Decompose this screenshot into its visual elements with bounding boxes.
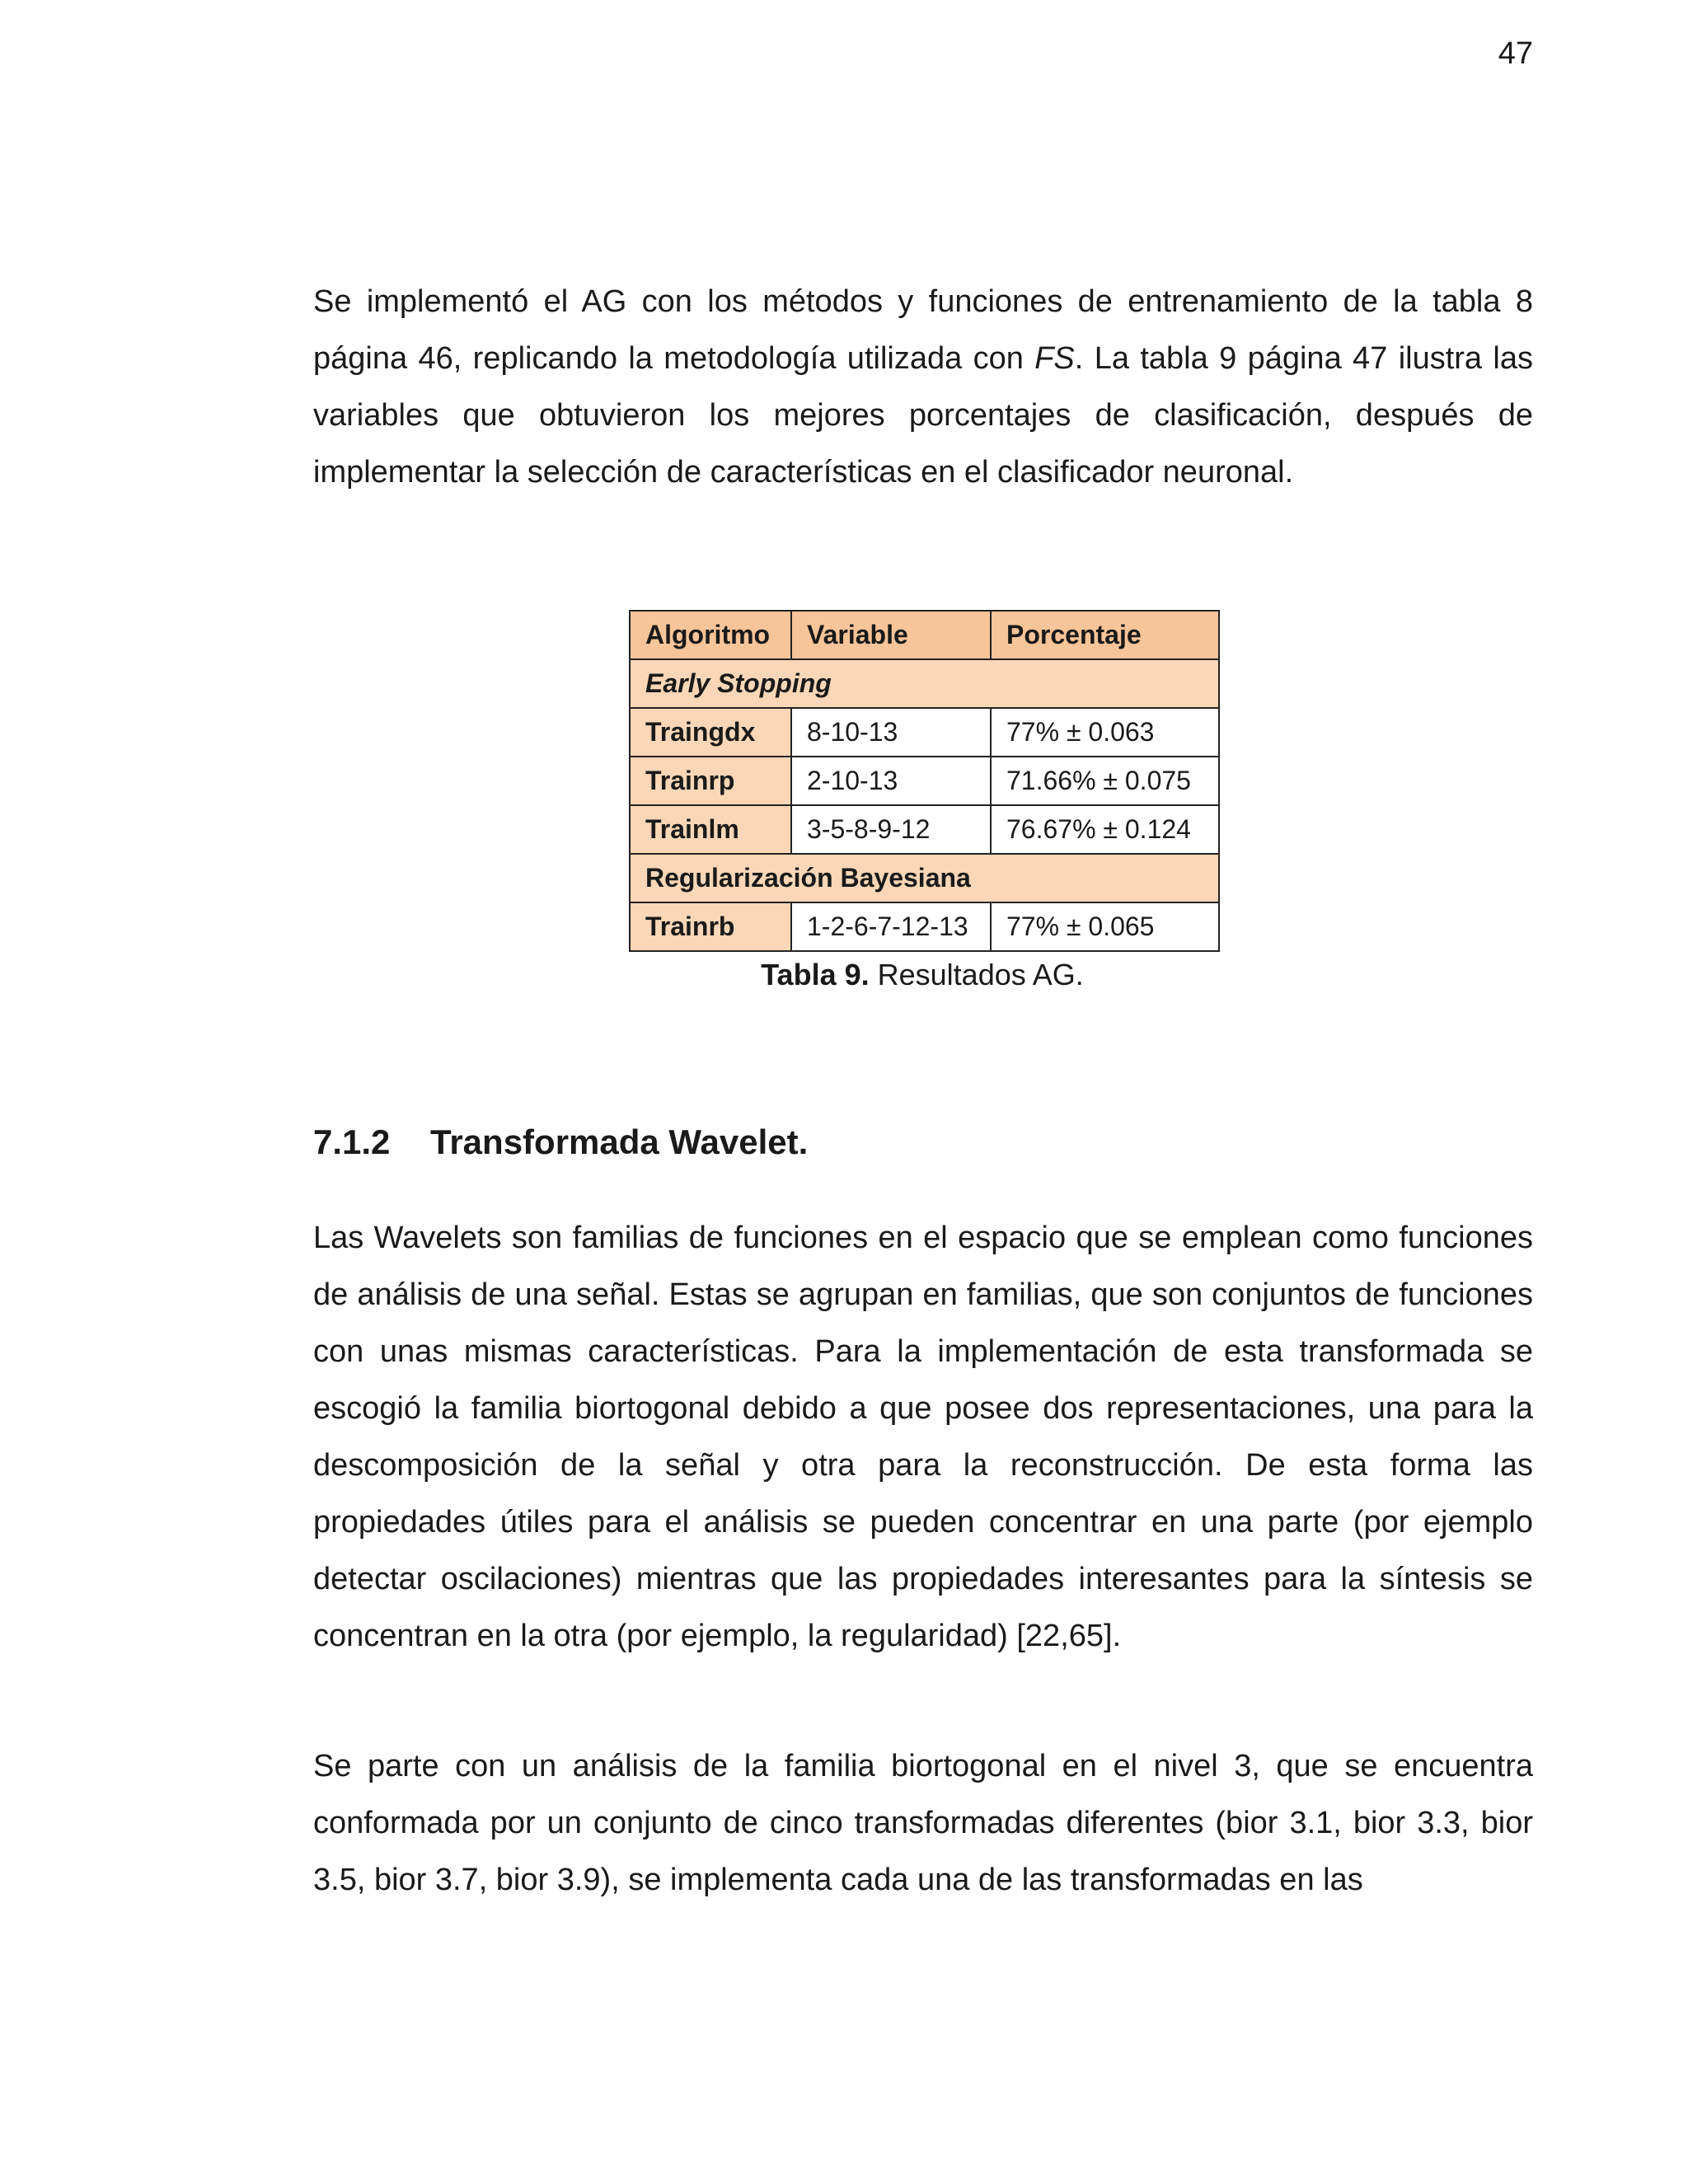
- header-algoritmo: Algoritmo: [630, 611, 791, 659]
- group-row-early-stopping: [630, 659, 1219, 708]
- page-number: 47: [1498, 36, 1533, 71]
- table-row: [630, 902, 1219, 951]
- cell-variable: 2-10-13: [791, 757, 991, 805]
- cell-algoritmo: Trainlm: [630, 805, 791, 854]
- cell-algoritmo: Trainrp: [630, 757, 791, 805]
- wavelet-paragraph: Las Wavelets son familias de funciones en el espacio que se emplean como funciones de análisis de una señal. Estas se agrupan en familias, que son conjuntos de funciones con unas mismas características. Para la implementación de esta transformada se escogió la familia biortogonal debido a que posee dos representaciones, una para la descomposición de la señal y otra para la reconstrucción. De esta forma las propiedades útiles para el análisis se pueden concentrar en una parte (por ejemplo detectar oscilaciones) mientras que las propiedades interesantes para la síntesis se concentran en la otra (por ejemplo, la regularidad) [22,65].: [313, 1221, 1533, 1653]
- intro-text-part-1: Se implementó el AG con los métodos y funciones de entrenamiento de la tabla 8 página 46, replicando la metodología utilizada con: [313, 284, 1533, 376]
- cell-algoritmo: Trainrb: [630, 902, 791, 951]
- table-header-row: [630, 611, 1219, 659]
- cell-porcentaje: 76.67% ± 0.124: [991, 805, 1219, 854]
- group-label: Early Stopping: [630, 659, 1219, 708]
- cell-porcentaje: 77% ± 0.065: [991, 902, 1219, 951]
- intro-text-part-2: . La tabla 9 página 47 ilustra las variables que obtuvieron los mejores porcentajes de clasificación, después de implementar la selección de características en el clasificador neuronal.: [313, 341, 1533, 490]
- results-table-container: [629, 610, 1220, 952]
- caption-text: Resultados AG.: [869, 958, 1084, 991]
- caption-label: Tabla 9.: [761, 958, 870, 991]
- table-row: [630, 757, 1219, 805]
- section-heading: [313, 1122, 808, 1162]
- cell-porcentaje: 77% ± 0.063: [991, 708, 1219, 757]
- intro-text-fs: FS: [1034, 341, 1075, 376]
- group-label: Regularización Bayesiana: [630, 854, 1219, 902]
- intro-paragraph: [313, 274, 1533, 501]
- section-title: Transformada Wavelet.: [430, 1122, 809, 1161]
- section-number: 7.1.2: [313, 1122, 391, 1161]
- cell-variable: 3-5-8-9-12: [791, 805, 991, 854]
- results-table: [629, 610, 1220, 952]
- group-row-regularizacion-bayesiana: [630, 854, 1219, 902]
- header-variable: Variable: [791, 611, 991, 659]
- cell-variable: 1-2-6-7-12-13: [791, 902, 991, 951]
- header-porcentaje: Porcentaje: [991, 611, 1219, 659]
- cell-porcentaje: 71.66% ± 0.075: [991, 757, 1219, 805]
- table-row: [630, 708, 1219, 757]
- biortogonal-paragraph: Se parte con un análisis de la familia biortogonal en el nivel 3, que se encuentra conformada por un conjunto de cinco transformadas diferentes (bior 3.1, bior 3.3, bior 3.5, bior 3.7, bior 3.9), se implementa cada una de las transformadas en las: [313, 1749, 1533, 1897]
- cell-variable: 8-10-13: [791, 708, 991, 757]
- table-row: [630, 805, 1219, 854]
- cell-algoritmo: Traingdx: [630, 708, 791, 757]
- table-caption: [629, 958, 1216, 992]
